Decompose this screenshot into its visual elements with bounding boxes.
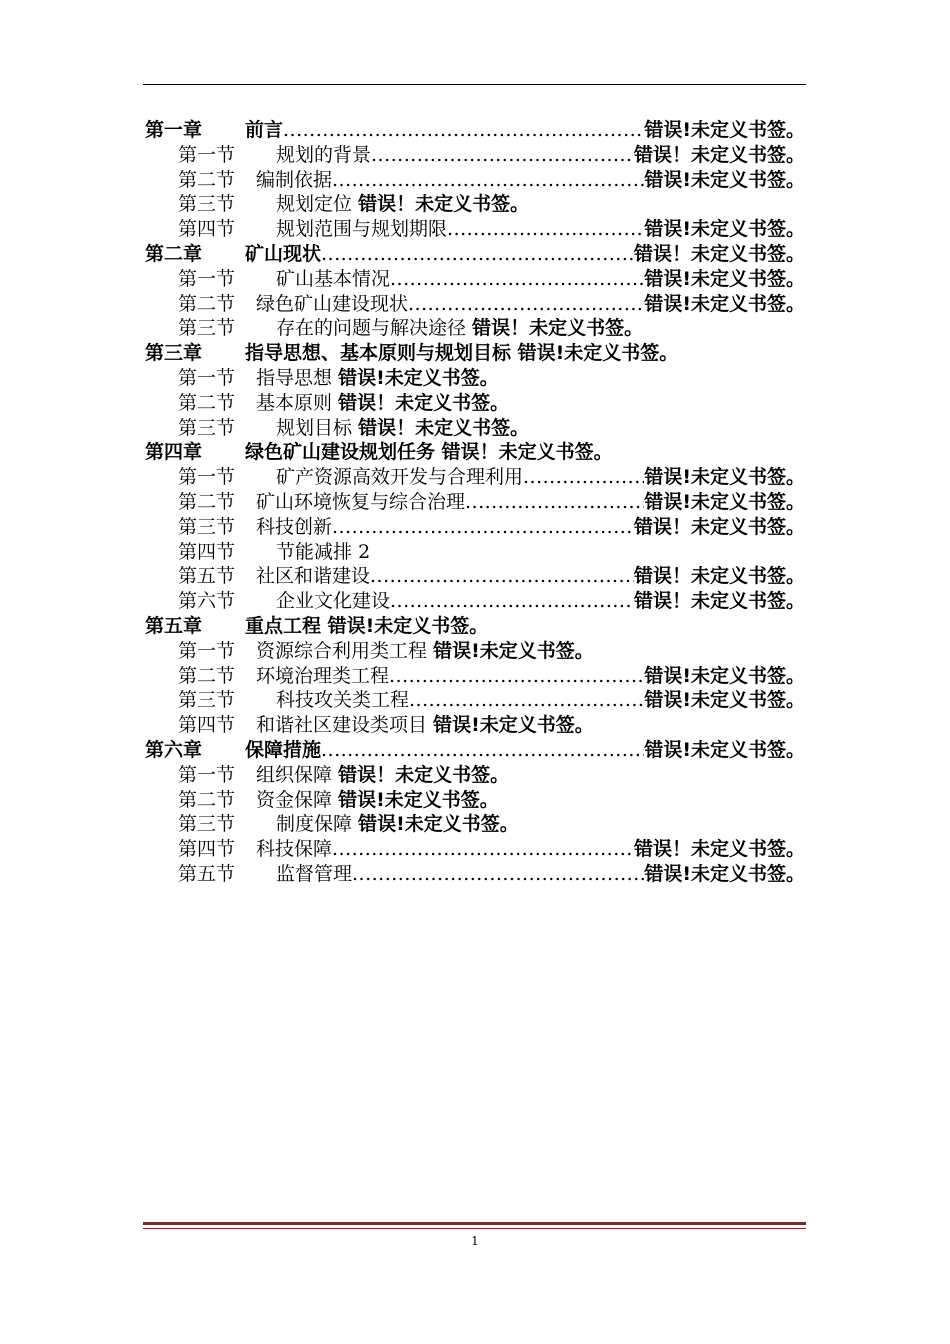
toc-chapter-entry[interactable] [145, 440, 805, 465]
toc-entry-title-group [178, 589, 390, 614]
toc-entry-number: 第一节 [178, 366, 236, 389]
toc-entry-title: 社区和谐建设 [256, 565, 371, 588]
toc-section-entry[interactable] [145, 192, 805, 217]
toc-chapter-entry[interactable] [145, 118, 805, 143]
toc-dot-leader [447, 217, 644, 242]
toc-entry-number: 第三节 [178, 813, 236, 836]
header-rule [143, 84, 806, 85]
toc-entry-title-group [178, 640, 427, 662]
toc-page-reference: 错误!未定义书签。 [358, 813, 519, 836]
toc-entry-number: 第一节 [178, 267, 236, 290]
toc-page-reference: 错误!未定义书签。 [644, 267, 805, 290]
toc-chapter-entry[interactable] [145, 614, 805, 639]
toc-page-reference: 错误！未定义书签。 [441, 441, 613, 464]
toc-entry-title-group [178, 367, 332, 389]
toc-entry-number: 第一章 [145, 119, 203, 141]
toc-section-entry[interactable] [145, 788, 805, 813]
toc-entry-title: 科技攻关类工程 [276, 689, 410, 712]
toc-entry-title: 节能减排 [276, 540, 353, 563]
toc-entry-title-group [145, 242, 321, 267]
toc-entry-title: 绿色矿山建设现状 [256, 292, 409, 315]
toc-page-reference: 错误!未定义书签。 [644, 119, 805, 141]
toc-entry-number: 第六章 [145, 738, 203, 761]
toc-separator [435, 441, 442, 463]
toc-separator [511, 342, 518, 364]
toc-section-entry[interactable] [145, 664, 805, 689]
toc-page-reference: 错误!未定义书签。 [644, 466, 805, 489]
toc-entry-title-group [145, 441, 435, 463]
toc-dot-leader [389, 664, 644, 689]
toc-page-reference: 错误!未定义书签。 [433, 714, 594, 737]
toc-dot-leader [390, 589, 634, 614]
toc-page-reference: 2 [358, 540, 371, 563]
toc-section-entry[interactable] [145, 217, 805, 242]
toc-section-entry[interactable] [145, 837, 805, 862]
toc-dot-leader [390, 267, 644, 292]
toc-entry-title-group [178, 292, 408, 317]
toc-entry-number: 第四节 [178, 838, 236, 861]
toc-entry-title: 规划的背景 [276, 143, 372, 166]
toc-chapter-entry[interactable] [145, 738, 805, 763]
toc-entry-title: 编制依据 [256, 168, 333, 191]
toc-entry-title-group [145, 615, 321, 637]
toc-entry-number: 第五节 [178, 565, 236, 588]
toc-entry-title-group [178, 168, 332, 193]
toc-page-reference: 错误！未定义书签。 [633, 143, 805, 166]
toc-section-entry[interactable] [145, 416, 805, 441]
toc-entry-number: 第三节 [178, 193, 236, 216]
toc-entry-number: 第一节 [178, 466, 236, 489]
toc-entry-title-group [178, 688, 409, 713]
toc-entry-title: 资金保障 [256, 788, 333, 811]
toc-dot-leader [408, 292, 644, 317]
toc-entry-title-group [145, 342, 511, 364]
toc-page-reference: 错误!未定义书签。 [644, 689, 805, 712]
toc-entry-title: 前言 [245, 119, 284, 141]
toc-page-reference: 错误！未定义书签。 [472, 317, 644, 340]
toc-entry-number: 第三节 [178, 416, 236, 439]
toc-page-reference: 错误！未定义书签。 [633, 590, 805, 613]
toc-section-entry[interactable] [145, 366, 805, 391]
toc-section-entry[interactable] [145, 688, 805, 713]
toc-section-entry[interactable] [145, 862, 805, 887]
toc-page-reference: 错误!未定义书签。 [644, 738, 805, 761]
toc-entry-title: 指导思想 [256, 366, 333, 389]
toc-entry-number: 第二节 [178, 664, 236, 687]
toc-entry-number: 第一节 [178, 143, 236, 166]
toc-page-reference: 错误!未定义书签。 [338, 788, 499, 811]
toc-section-entry[interactable] [145, 515, 805, 540]
toc-entry-title-group [178, 392, 332, 414]
toc-entry-number: 第六节 [178, 590, 236, 613]
toc-entry-number: 第二节 [178, 168, 236, 191]
toc-page-reference: 错误!未定义书签。 [338, 366, 499, 389]
toc-section-entry[interactable] [145, 292, 805, 317]
toc-page-reference: 错误!未定义书签。 [644, 168, 805, 191]
toc-dot-leader [409, 688, 644, 713]
toc-page-reference: 错误！未定义书签。 [358, 193, 530, 216]
toc-entry-title-group [178, 143, 371, 168]
toc-page-reference: 错误!未定义书签。 [517, 342, 679, 365]
toc-entry-number: 第四节 [178, 714, 236, 737]
toc-dot-leader [332, 837, 634, 862]
toc-entry-title: 重点工程 [245, 614, 322, 637]
toc-dot-leader [465, 490, 644, 515]
toc-entry-number: 第三章 [145, 342, 203, 365]
toc-section-entry[interactable] [145, 713, 805, 738]
toc-entry-number: 第四章 [145, 441, 203, 464]
toc-entry-number: 第五节 [178, 862, 236, 885]
toc-page-reference: 错误！未定义书签。 [338, 391, 510, 414]
toc-section-entry[interactable] [145, 168, 805, 193]
toc-section-entry[interactable] [145, 812, 805, 837]
toc-entry-title: 企业文化建设 [276, 590, 391, 613]
toc-entry-number: 第二节 [178, 788, 236, 811]
toc-dot-leader [371, 143, 634, 168]
toc-section-entry[interactable] [145, 490, 805, 515]
footer-rule-thin [143, 1228, 806, 1229]
toc-entry-number: 第三节 [178, 317, 236, 340]
toc-entry-title: 指导思想、基本原则与规划目标 [245, 342, 512, 365]
toc-entry-title: 存在的问题与解决途径 [276, 317, 467, 340]
toc-dot-leader [352, 862, 644, 887]
toc-section-entry[interactable] [145, 589, 805, 614]
toc-section-entry[interactable] [145, 763, 805, 788]
toc-section-entry[interactable] [145, 316, 805, 341]
toc-section-entry[interactable] [145, 143, 805, 168]
toc-page-reference: 错误!未定义书签。 [644, 664, 805, 687]
toc-entry-title-group [178, 193, 352, 215]
toc-page-reference: 错误!未定义书签。 [327, 614, 489, 637]
footer-rule-thick [143, 1222, 806, 1225]
toc-entry-title-group [178, 664, 389, 689]
toc-entry-title-group [178, 564, 370, 589]
toc-chapter-entry[interactable] [145, 341, 805, 366]
toc-dot-leader [321, 242, 634, 267]
page-number: 1 [471, 1234, 479, 1248]
toc-entry-number: 第三节 [178, 689, 236, 712]
toc-entry-title-group [178, 465, 523, 490]
toc-entry-title: 环境治理类工程 [256, 664, 390, 687]
toc-entry-title: 制度保障 [276, 813, 353, 836]
toc-entry-title-group [178, 217, 447, 242]
toc-entry-title: 科技保障 [256, 838, 333, 861]
toc-entry-title-group [178, 714, 427, 736]
toc-entry-title-group [178, 490, 465, 515]
toc-entry-title: 绿色矿山建设规划任务 [245, 441, 436, 464]
toc-entry-title: 科技创新 [256, 515, 333, 538]
toc-page-reference: 错误!未定义书签。 [644, 490, 805, 513]
toc-separator [321, 615, 328, 637]
toc-dot-leader [523, 465, 644, 490]
toc-entry-title: 组织保障 [256, 763, 333, 786]
toc-entry-number: 第四节 [178, 218, 236, 241]
toc-entry-number: 第五章 [145, 614, 203, 637]
toc-section-entry[interactable] [145, 465, 805, 490]
toc-entry-title-group [178, 764, 332, 786]
toc-section-entry[interactable] [145, 391, 805, 416]
toc-page-reference: 错误！未定义书签。 [633, 242, 805, 265]
toc-page-reference: 错误!未定义书签。 [644, 862, 805, 885]
toc-entry-title-group [178, 862, 352, 887]
toc-entry-title-group [145, 118, 283, 143]
toc-entry-number: 第三节 [178, 515, 236, 538]
toc-page-reference: 错误！未定义书签。 [633, 515, 805, 538]
toc-entry-number: 第四节 [178, 540, 236, 563]
toc-entry-title: 矿产资源高效开发与合理利用 [276, 466, 524, 489]
toc-entry-title-group [178, 267, 390, 292]
toc-entry-title: 和谐社区建设类项目 [256, 714, 428, 737]
toc-page-reference: 错误！未定义书签。 [633, 838, 805, 861]
toc-entry-title: 规划定位 [276, 193, 353, 216]
toc-section-entry[interactable] [145, 564, 805, 589]
toc-section-entry[interactable] [145, 540, 805, 565]
toc-entry-title: 矿山现状 [245, 242, 322, 265]
toc-entry-title-group [178, 541, 352, 563]
toc-page-reference: 错误!未定义书签。 [644, 292, 805, 315]
toc-page-reference: 错误！未定义书签。 [358, 416, 530, 439]
toc-entry-title: 矿山基本情况 [276, 267, 391, 290]
toc-entry-number: 第二节 [178, 292, 236, 315]
toc-entry-number: 第二节 [178, 391, 236, 414]
toc-entry-title: 监督管理 [276, 862, 353, 885]
toc-entry-number: 第二节 [178, 490, 236, 513]
table-of-contents [145, 118, 805, 887]
toc-entry-title: 矿山环境恢复与综合治理 [256, 490, 466, 513]
toc-entry-title-group [178, 789, 332, 811]
toc-entry-title: 规划目标 [276, 416, 353, 439]
toc-entry-number: 第一节 [178, 763, 236, 786]
toc-entry-title-group [178, 813, 352, 835]
toc-entry-number: 第一节 [178, 639, 236, 662]
toc-page-reference: 错误!未定义书签。 [433, 639, 594, 662]
toc-entry-title: 规划范围与规划期限 [276, 218, 448, 241]
toc-page-reference: 错误！未定义书签。 [633, 565, 805, 588]
toc-entry-title-group [178, 515, 332, 540]
toc-entry-title: 基本原则 [256, 391, 333, 414]
toc-chapter-entry[interactable] [145, 242, 805, 267]
toc-dot-leader [370, 564, 634, 589]
toc-entry-title-group [178, 317, 466, 339]
toc-page-reference: 错误!未定义书签。 [644, 218, 805, 241]
toc-entry-title: 资源综合利用类工程 [256, 639, 428, 662]
toc-entry-title: 保障措施 [245, 738, 322, 761]
toc-dot-leader [332, 168, 644, 193]
toc-section-entry[interactable] [145, 639, 805, 664]
toc-dot-leader [332, 515, 634, 540]
toc-dot-leader [283, 118, 644, 143]
toc-dot-leader [321, 738, 644, 763]
toc-section-entry[interactable] [145, 267, 805, 292]
toc-entry-number: 第二章 [145, 242, 203, 265]
toc-entry-title-group [178, 417, 352, 439]
toc-entry-title-group [145, 738, 321, 763]
toc-entry-title-group [178, 837, 332, 862]
toc-page-reference: 错误！未定义书签。 [338, 763, 510, 786]
